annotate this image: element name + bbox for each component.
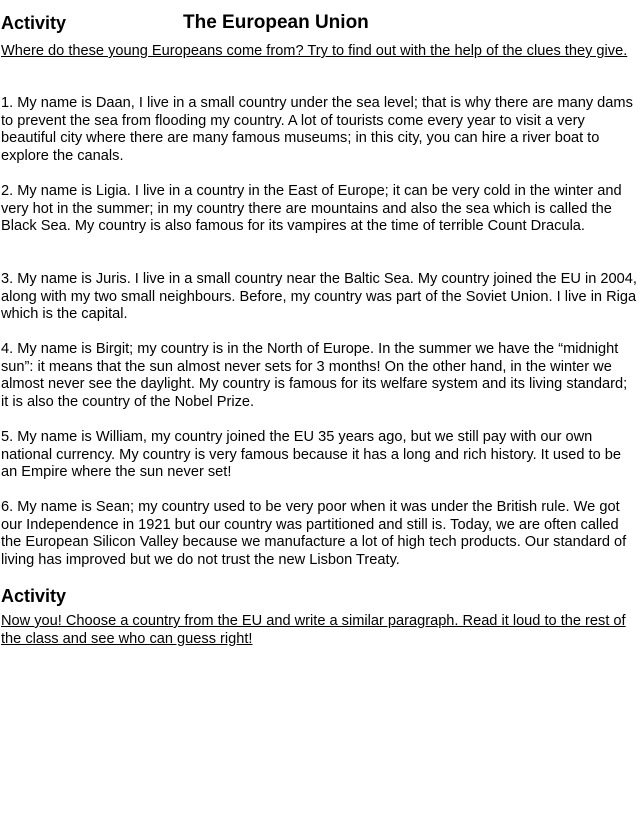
clue-paragraph-1: 1. My name is Daan, I live in a small country under the sea level; that is why there are many dams to prevent the sea from flooding my country. A lot of tourists come every year to visit a very beautiful city where there are many famous museums; in this city, you can hire a river boat to explore the canals. [1,95,633,164]
clue-paragraph-6: 6. My name is Sean; my country used to be very poor when it was under the British rule. We got our Independence in 1921 but our country was partitioned and still is. Today, we are often called the European Silicon Valley because we manufacture a lot of high tech products. Our standard of living has improved but we do not trust the new Lisbon Treaty. [1,499,627,568]
clue-paragraph-5: 5. My name is William, my country joined the EU 35 years ago, but we still pay with our own national currency. My country is very famous because it has a long and rich history. It used to be an Empire where the sun never set! [1,429,621,480]
clue-paragraph-2: 2. My name is Ligia. I live in a country in the East of Europe; it can be very cold in the winter and very hot in the summer; in my country there are mountains and also the sea which is called the Black Sea. My country is also famous for its vampires at the time of terrible Count Dracula. [1,183,622,234]
intro-instruction: Where do these young Europeans come from? Try to find out with the help of the clues they give. [1,43,628,59]
activity-heading: Activity [1,586,67,606]
clue-paragraph-3: 3. My name is Juris. I live in a small country near the Baltic Sea. My country joined the EU in 2004, along with my two small neighbours. Before, my country was part of the Soviet Union. I live in Riga which is the capital. [1,271,637,322]
activity-instruction: Now you! Choose a country from the EU and write a similar paragraph. Read it loud to the rest of the class and see who can guess right! [1,613,626,647]
page-title: The European Union [183,12,369,33]
clue-paragraph-4: 4. My name is Birgit; my country is in the North of Europe. In the summer we have the “midnight sun”: it means that the sun almost never sets for 3 months! On the other hand, in the winter we almost never see the daylight. My country is famous for its welfare system and its living standard; it is also the country of the Nobel Prize. [1,341,628,410]
activity-label: Activity [1,13,67,33]
worksheet-header [1,12,641,36]
